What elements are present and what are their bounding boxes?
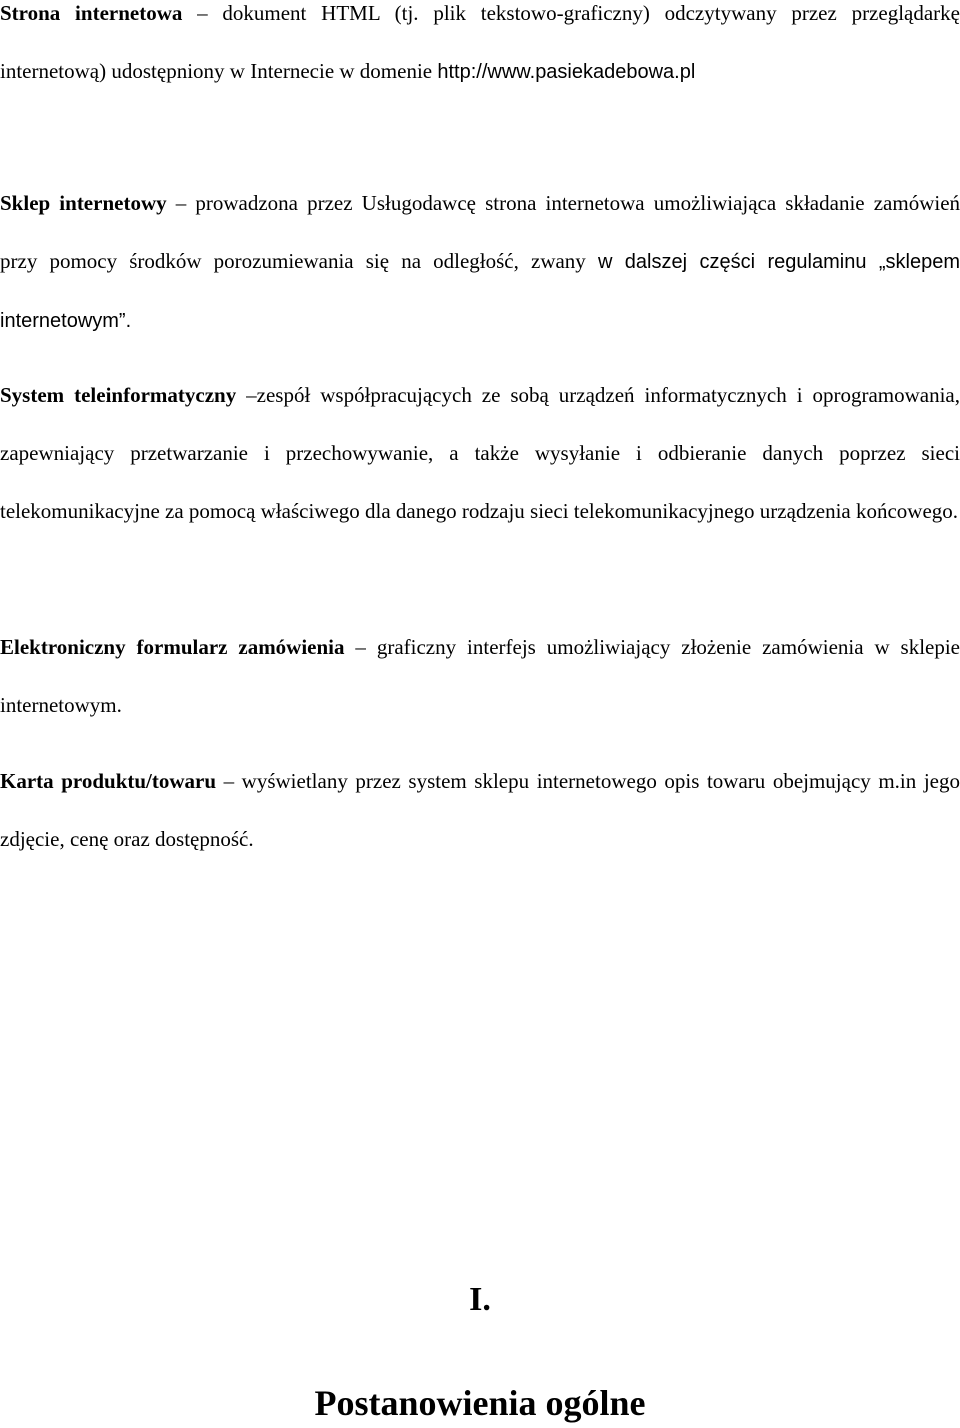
definition-text: prowadzona przez Usługodawcę strona internetowa umożliwiająca składanie zamówień przy pomocy środków porozumiewania się na odległość, zwany bbox=[0, 191, 960, 273]
definition-text-continued: w dalszej części regulaminu „sklepem internetowym”. bbox=[0, 251, 960, 332]
definition-url: http://www.pasiekadebowa.pl bbox=[437, 61, 696, 83]
definition-dash: – bbox=[344, 635, 377, 659]
definition-dash: – bbox=[182, 1, 223, 25]
definition-term: Strona internetowa bbox=[0, 1, 183, 25]
section-number: I. bbox=[469, 1281, 491, 1318]
definition-sklep-internetowy bbox=[0, 174, 960, 350]
definition-term: System teleinformatyczny bbox=[0, 383, 237, 407]
definition-text: dokument HTML (tj. plik tekstowo-graficzny) odczytywany przez przeglądarkę internetową) udostępniony w Internecie w domenie bbox=[0, 1, 960, 83]
definition-text: zespół współpracujących ze sobą urządzeń informatycznych i oprogramowania, zapewniający przetwarzanie i przechowywanie, a także wysyłanie i odbieranie danych poprzez sieci telekomunikacyjne za pomocą właściwego dla danego rodzaju sieci telekomunikacyjnego urządzenia końcowego. bbox=[0, 383, 960, 523]
definition-text: graficzny interfejs umożliwiający złożenie zamówienia w sklepie internetowym. bbox=[0, 635, 960, 717]
definition-elektroniczny-formularz bbox=[0, 618, 960, 734]
definition-term: Elektroniczny formularz zamówienia bbox=[0, 635, 345, 659]
definition-dash: – bbox=[166, 191, 196, 215]
section-title: Postanowienia ogólne bbox=[314, 1383, 646, 1423]
definition-term: Sklep internetowy bbox=[0, 191, 167, 215]
definition-dash: – bbox=[216, 769, 242, 793]
definition-karta-produktu bbox=[0, 752, 960, 868]
definition-term: Karta produktu/towaru bbox=[0, 769, 217, 793]
definition-system-teleinformatyczny bbox=[0, 366, 960, 540]
definition-text: wyświetlany przez system sklepu internetowego opis towaru obejmujący m.in jego zdjęcie, cenę oraz dostępność. bbox=[0, 769, 960, 851]
definition-dash: – bbox=[236, 383, 257, 407]
definition-strona-internetowa bbox=[0, 0, 960, 101]
